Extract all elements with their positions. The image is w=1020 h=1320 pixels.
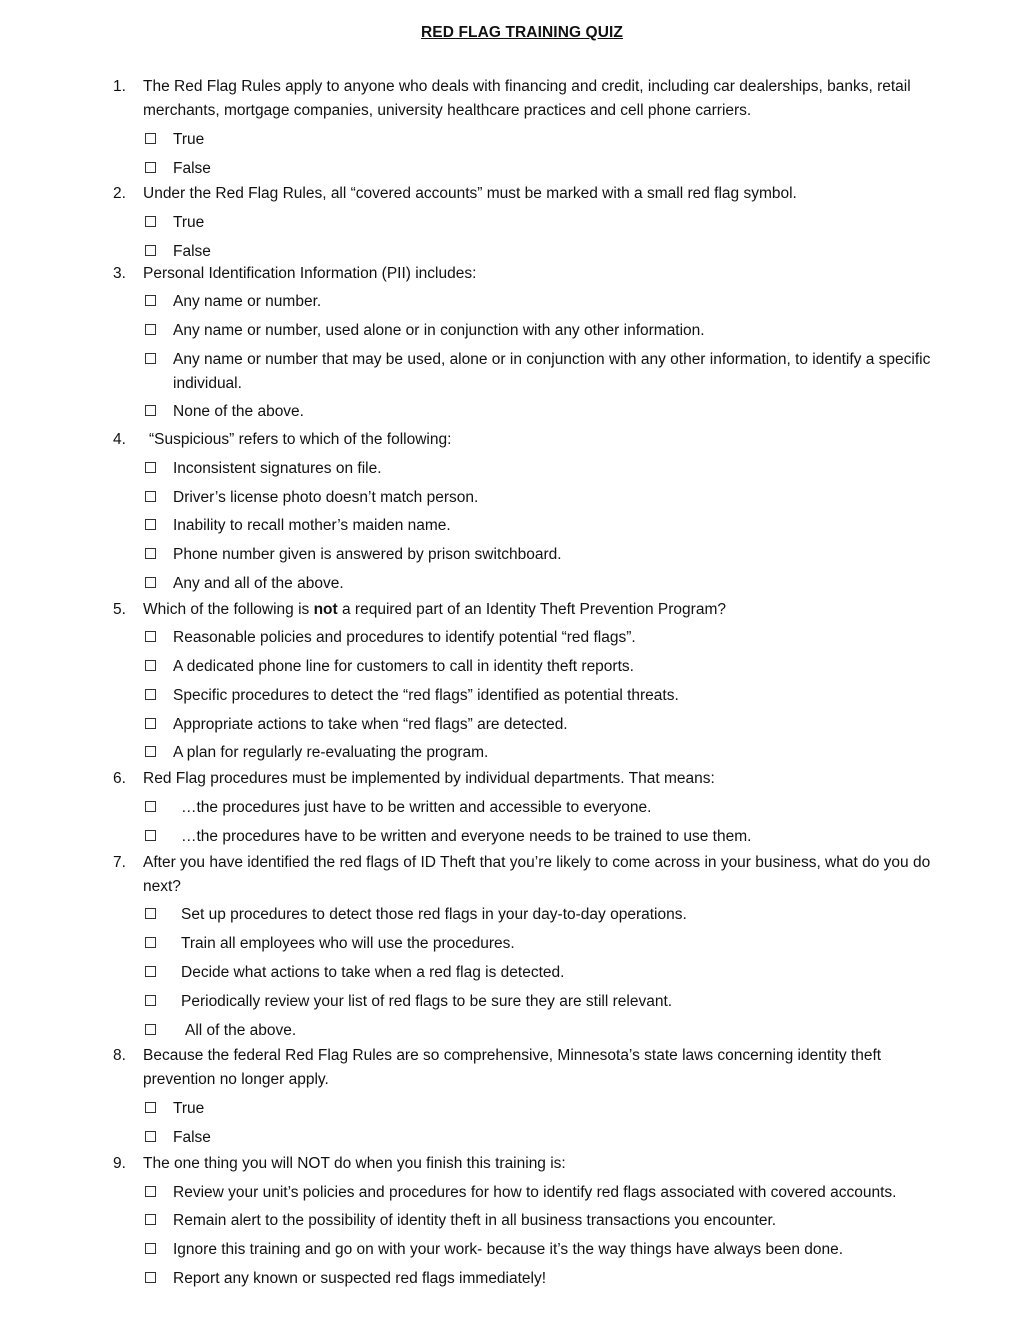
option-label: False: [173, 160, 211, 177]
checkbox[interactable]: [145, 491, 156, 502]
option-label: Specific procedures to detect the “red flags” identified as potential threats.: [173, 687, 679, 704]
checkbox[interactable]: [145, 1131, 156, 1142]
question-text: After you have identified the red flags of ID Theft that you’re likely to come across in your business, what do you do next?: [143, 854, 931, 895]
checkbox[interactable]: [145, 1024, 156, 1035]
option-label: Inability to recall mother’s maiden name.: [173, 517, 451, 534]
option-label: Report any known or suspected red flags immediately!: [173, 1270, 547, 1287]
checkbox[interactable]: [145, 324, 156, 335]
option-label: False: [173, 243, 211, 260]
option-label: Review your unit’s policies and procedures for how to identify red flags associated with covered accounts.: [173, 1184, 897, 1201]
emphasis-not: not: [313, 601, 338, 618]
option-label: True: [173, 131, 205, 148]
question-number: 9.: [113, 1155, 126, 1172]
option-label: Ignore this training and go on with your work- because it’s the way things have always been done.: [173, 1241, 844, 1258]
checkbox[interactable]: [145, 660, 156, 671]
checkbox[interactable]: [145, 1243, 156, 1254]
option-label: Any and all of the above.: [173, 575, 344, 592]
option-label: True: [173, 1100, 205, 1117]
question-number: 8.: [113, 1047, 126, 1064]
checkbox[interactable]: [145, 995, 156, 1006]
option-label: Inconsistent signatures on file.: [173, 460, 382, 477]
checkbox[interactable]: [145, 718, 156, 729]
option-label: Set up procedures to detect those red flags in your day-to-day operations.: [181, 906, 687, 923]
checkbox[interactable]: [145, 216, 156, 227]
checkbox[interactable]: [145, 1214, 156, 1225]
option-label: Periodically review your list of red flags to be sure they are still relevant.: [181, 993, 673, 1010]
checkbox[interactable]: [145, 548, 156, 559]
option-label: Appropriate actions to take when “red flags” are detected.: [173, 716, 568, 733]
question-number: 1.: [113, 78, 126, 95]
option-label: …the procedures have to be written and everyone needs to be trained to use them.: [181, 828, 752, 845]
option-label: A dedicated phone line for customers to call in identity theft reports.: [173, 658, 634, 675]
checkbox[interactable]: [145, 1272, 156, 1283]
checkbox[interactable]: [145, 689, 156, 700]
question-text: The Red Flag Rules apply to anyone who deals with financing and credit, including car dealerships, banks, retail merchants, mortgage companies, university healthcare practices and cell phone carriers.: [143, 78, 911, 119]
option-label: False: [173, 1129, 211, 1146]
checkbox[interactable]: [145, 801, 156, 812]
checkbox[interactable]: [145, 1102, 156, 1113]
question-number: 7.: [113, 854, 126, 871]
question-number: 2.: [113, 185, 126, 202]
question-text: Red Flag procedures must be implemented by individual departments. That means:: [143, 770, 715, 787]
option-label: Driver’s license photo doesn’t match person.: [173, 489, 479, 506]
checkbox[interactable]: [145, 405, 156, 416]
checkbox[interactable]: [145, 353, 156, 364]
checkbox[interactable]: [145, 966, 156, 977]
option-label: Any name or number that may be used, alone or in conjunction with any other information, to identify a specific individual.: [173, 351, 931, 392]
checkbox[interactable]: [145, 519, 156, 530]
option-label: Phone number given is answered by prison switchboard.: [173, 546, 562, 563]
option-label: Any name or number.: [173, 293, 322, 310]
checkbox[interactable]: [145, 133, 156, 144]
option-label: A plan for regularly re-evaluating the program.: [173, 744, 489, 761]
question-number: 6.: [113, 770, 126, 787]
question-number: 3.: [113, 265, 126, 282]
question-text: Personal Identification Information (PII) includes:: [143, 265, 477, 282]
checkbox[interactable]: [145, 908, 156, 919]
option-label: Remain alert to the possibility of identity theft in all business transactions you encounter.: [173, 1212, 777, 1229]
question-text: Which of the following is not a required part of an Identity Theft Prevention Program?: [143, 601, 726, 618]
checkbox[interactable]: [145, 937, 156, 948]
option-label: Any name or number, used alone or in conjunction with any other information.: [173, 322, 705, 339]
question-text: Because the federal Red Flag Rules are so comprehensive, Minnesota’s state laws concerning identity theft prevention no longer apply.: [143, 1047, 882, 1088]
option-label: Reasonable policies and procedures to identify potential “red flags”.: [173, 629, 636, 646]
checkbox[interactable]: [145, 462, 156, 473]
question-text: “Suspicious” refers to which of the following:: [149, 431, 452, 448]
option-label: True: [173, 214, 205, 231]
option-label: Train all employees who will use the procedures.: [181, 935, 515, 952]
question-text: The one thing you will NOT do when you finish this training is:: [143, 1155, 566, 1172]
checkbox[interactable]: [145, 1186, 156, 1197]
option-label: None of the above.: [173, 403, 304, 420]
question-number: 4.: [113, 431, 126, 448]
checkbox[interactable]: [145, 631, 156, 642]
question-number: 5.: [113, 601, 126, 618]
checkbox[interactable]: [145, 162, 156, 173]
option-label: …the procedures just have to be written and accessible to everyone.: [181, 799, 652, 816]
question-text: Under the Red Flag Rules, all “covered accounts” must be marked with a small red flag symbol.: [143, 185, 797, 202]
checkbox[interactable]: [145, 577, 156, 588]
checkbox[interactable]: [145, 830, 156, 841]
checkbox[interactable]: [145, 746, 156, 757]
checkbox[interactable]: [145, 245, 156, 256]
page-title: RED FLAG TRAINING QUIZ: [421, 24, 623, 41]
checkbox[interactable]: [145, 295, 156, 306]
option-label: Decide what actions to take when a red flag is detected.: [181, 964, 565, 981]
option-label: All of the above.: [185, 1022, 297, 1039]
